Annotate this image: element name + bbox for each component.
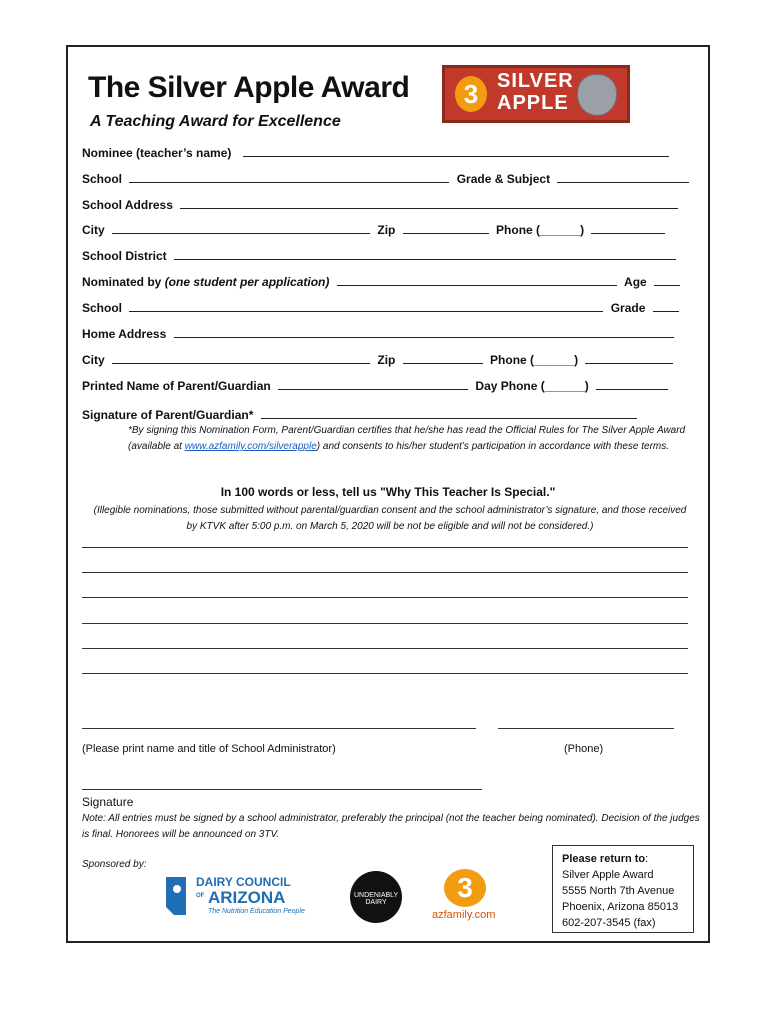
- dairy-council-tagline: The Nutrition Education People: [208, 908, 305, 915]
- home-zip-field[interactable]: [403, 352, 483, 364]
- dairy-council-of: OF: [196, 893, 205, 899]
- home-phone-label: Phone (______): [490, 353, 579, 367]
- nominated-by-field[interactable]: [337, 274, 617, 286]
- age-label: Age: [624, 275, 647, 289]
- school-label: School: [82, 172, 123, 186]
- home-city-row: [82, 352, 673, 367]
- consent-text: [128, 423, 706, 455]
- grade-subject-label: Grade & Subject: [456, 172, 551, 186]
- nominee-row: [82, 145, 669, 160]
- nominated-by-row: [82, 274, 680, 289]
- return-line: Silver Apple Award: [562, 869, 654, 881]
- channel-3-icon: 3: [455, 76, 487, 112]
- zip-field[interactable]: [403, 222, 489, 234]
- admin-name-field[interactable]: [82, 728, 476, 729]
- school-address-field[interactable]: [180, 197, 678, 209]
- return-line: 5555 North 7th Avenue: [562, 885, 675, 897]
- nominee-field[interactable]: [243, 145, 669, 157]
- school-field[interactable]: [129, 171, 449, 183]
- home-address-field[interactable]: [174, 326, 674, 338]
- undeniably-dairy-logo: [350, 871, 402, 923]
- logo-text-apple: APPLE: [497, 92, 569, 114]
- essay-note: (Illegible nominations, those submitted without parental/guardian consent and the school administrator’s signature, and those received by KTVK after 5:00 p.m. on March 5, 2020 will be not be eligible and will not be considered.): [93, 505, 687, 532]
- logo-text-silver: SILVER: [497, 70, 574, 92]
- admin-phone-label: (Phone): [564, 743, 604, 755]
- consent-text-part1: *By signing this Nomination Form, Parent/Guardian certifies that he/she has read the Official Rules for The Silver Apple Award (available at: [128, 425, 686, 452]
- student-school-row: [82, 300, 679, 315]
- school-address-label: School Address: [82, 198, 173, 212]
- return-line: 602-207-3545 (fax): [562, 917, 656, 929]
- return-line: Phoenix, Arizona 85013: [562, 901, 679, 913]
- rules-link[interactable]: www.azfamily.com/silverapple: [184, 441, 317, 452]
- parent-name-row: [82, 378, 668, 393]
- nominated-by-label: Nominated by: [82, 275, 162, 289]
- dairy-council-line2: ARIZONA: [208, 888, 286, 907]
- school-district-label: School District: [82, 249, 167, 263]
- grade-subject-field[interactable]: [557, 171, 689, 183]
- essay-line[interactable]: [82, 572, 688, 573]
- return-title-colon: :: [645, 853, 649, 865]
- school-row: [82, 171, 689, 186]
- zip-label: Zip: [377, 223, 396, 237]
- admin-phone-field[interactable]: [498, 728, 674, 729]
- city-label: City: [82, 223, 105, 237]
- parent-name-label: Printed Name of Parent/Guardian: [82, 379, 271, 393]
- phone-label: Phone (______): [496, 223, 585, 237]
- azfamily-logo: [432, 869, 498, 925]
- city-row: [82, 222, 665, 237]
- nominated-by-note: (one student per application): [164, 275, 330, 289]
- dairy-council-line1: DAIRY COUNCIL: [196, 875, 291, 889]
- school-address-row: [82, 197, 678, 212]
- arizona-map-icon: [164, 875, 190, 917]
- school-district-row: [82, 248, 676, 263]
- sponsored-label: Sponsored by:: [82, 859, 147, 870]
- home-city-label: City: [82, 353, 105, 367]
- consent-text-part2: ) and consents to his/her student’s participation in accordance with these terms.: [316, 441, 670, 452]
- student-school-field[interactable]: [129, 300, 603, 312]
- return-title-text: Please return to: [562, 853, 646, 865]
- phone-field[interactable]: [591, 222, 665, 234]
- city-field[interactable]: [112, 222, 370, 234]
- azfamily-text: azfamily.com: [432, 909, 496, 921]
- school-district-field[interactable]: [174, 248, 676, 260]
- parent-signature-label: Signature of Parent/Guardian*: [82, 408, 254, 422]
- grade-label: Grade: [610, 301, 646, 315]
- home-phone-field[interactable]: [585, 352, 673, 364]
- page-title: The Silver Apple Award: [88, 71, 410, 104]
- undeniably-dairy-text: UNDENIABLY DAIRY: [354, 892, 399, 906]
- return-address-box: [552, 845, 694, 933]
- age-field[interactable]: [654, 274, 680, 286]
- day-phone-field[interactable]: [596, 378, 668, 390]
- essay-line[interactable]: [82, 648, 688, 649]
- parent-name-field[interactable]: [278, 378, 468, 390]
- home-zip-label: Zip: [377, 353, 396, 367]
- essay-line[interactable]: [82, 623, 688, 624]
- silver-apple-logo: [442, 65, 630, 123]
- page-subtitle: A Teaching Award for Excellence: [90, 113, 341, 130]
- home-city-field[interactable]: [112, 352, 370, 364]
- admin-signature-field[interactable]: [82, 789, 482, 790]
- return-title: [562, 851, 693, 867]
- essay-line[interactable]: [82, 673, 688, 674]
- grade-field[interactable]: [653, 300, 679, 312]
- essay-line[interactable]: [82, 597, 688, 598]
- apple-icon: [577, 74, 617, 116]
- channel-3-icon: 3: [444, 869, 486, 907]
- parent-signature-field[interactable]: [261, 407, 637, 419]
- essay-line[interactable]: [82, 547, 688, 548]
- admin-name-label: (Please print name and title of School Administrator): [82, 743, 336, 755]
- parent-signature-row: [82, 407, 637, 422]
- home-address-label: Home Address: [82, 327, 167, 341]
- essay-prompt: In 100 words or less, tell us "Why This Teacher Is Special.": [220, 485, 556, 499]
- nomination-form: [66, 45, 710, 943]
- nominee-label: Nominee (teacher’s name): [82, 146, 232, 160]
- student-school-label: School: [82, 301, 123, 315]
- admin-signature-label: Signature: [82, 795, 134, 809]
- admin-note: Note: All entries must be signed by a school administrator, preferably the principal (not the teacher being nominated). Decision of the judges is final. Honorees will be announced on 3TV.: [82, 813, 700, 840]
- home-address-row: [82, 326, 674, 341]
- dairy-council-logo: [164, 873, 334, 921]
- day-phone-label: Day Phone (______): [475, 379, 589, 393]
